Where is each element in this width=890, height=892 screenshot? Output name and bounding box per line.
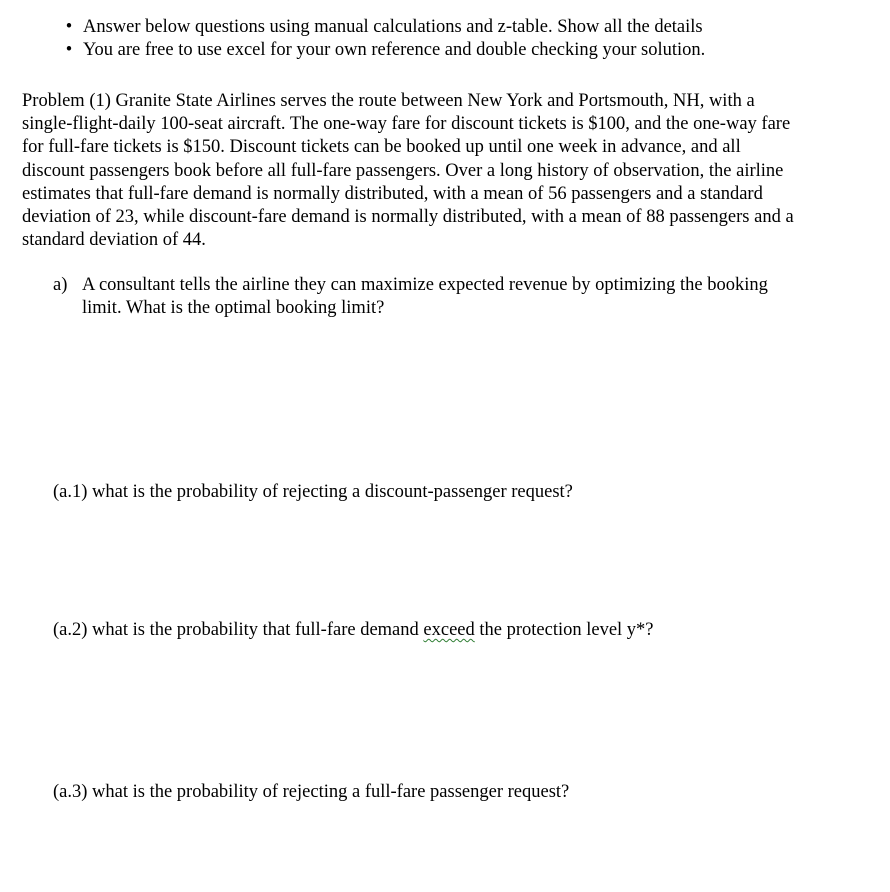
problem-line: Problem (1) Granite State Airlines serves the route between New York and Portsmouth, NH, with a <box>22 91 755 111</box>
problem-line: standard deviation of 44. <box>22 230 206 251</box>
problem-line: for full-fare tickets is $150. Discount tickets can be booked up until one week in advance, and all <box>22 137 741 158</box>
instruction-text: You are free to use excel for your own reference and double checking your solution. <box>83 40 706 60</box>
instruction-item <box>62 16 862 39</box>
bullet-icon: • <box>65 17 73 37</box>
question-a3: (a.3) what is the probability of rejecting a full-fare passenger request? <box>53 782 570 802</box>
problem-statement <box>22 90 872 252</box>
question-a2-text: (a.2) what is the probability that full-fare demand <box>53 620 424 640</box>
question-a1: (a.1) what is the probability of rejecting a discount-passenger request? <box>53 482 573 502</box>
problem-line: estimates that full-fare demand is normally distributed, with a mean of 56 passengers and a standard <box>22 183 763 204</box>
bullet-icon: • <box>65 40 73 60</box>
question-a-marker: a) <box>53 275 68 295</box>
question-a-line: limit. What is the optimal booking limit? <box>82 298 385 318</box>
instruction-item <box>62 39 862 62</box>
spellcheck-flagged-word[interactable]: exceed <box>423 620 475 640</box>
question-a-line: A consultant tells the airline they can maximize expected revenue by optimizing the booking <box>82 275 768 295</box>
problem-line: single-flight-daily 100-seat aircraft. The one-way fare for discount tickets is $100, and the one-way fare <box>22 114 791 135</box>
problem-line: deviation of 23, while discount-fare demand is normally distributed, with a mean of 88 passengers and a <box>22 207 794 228</box>
question-a-text <box>82 274 768 320</box>
problem-line: discount passengers book before all full-fare passengers. Over a long history of observation, the airline <box>22 160 784 181</box>
question-a2-text-end: the protection level y*? <box>474 620 654 640</box>
instruction-text: Answer below questions using manual calculations and z-table. Show all the details <box>83 17 703 37</box>
question-a2 <box>53 619 654 642</box>
instruction-list <box>62 16 862 62</box>
